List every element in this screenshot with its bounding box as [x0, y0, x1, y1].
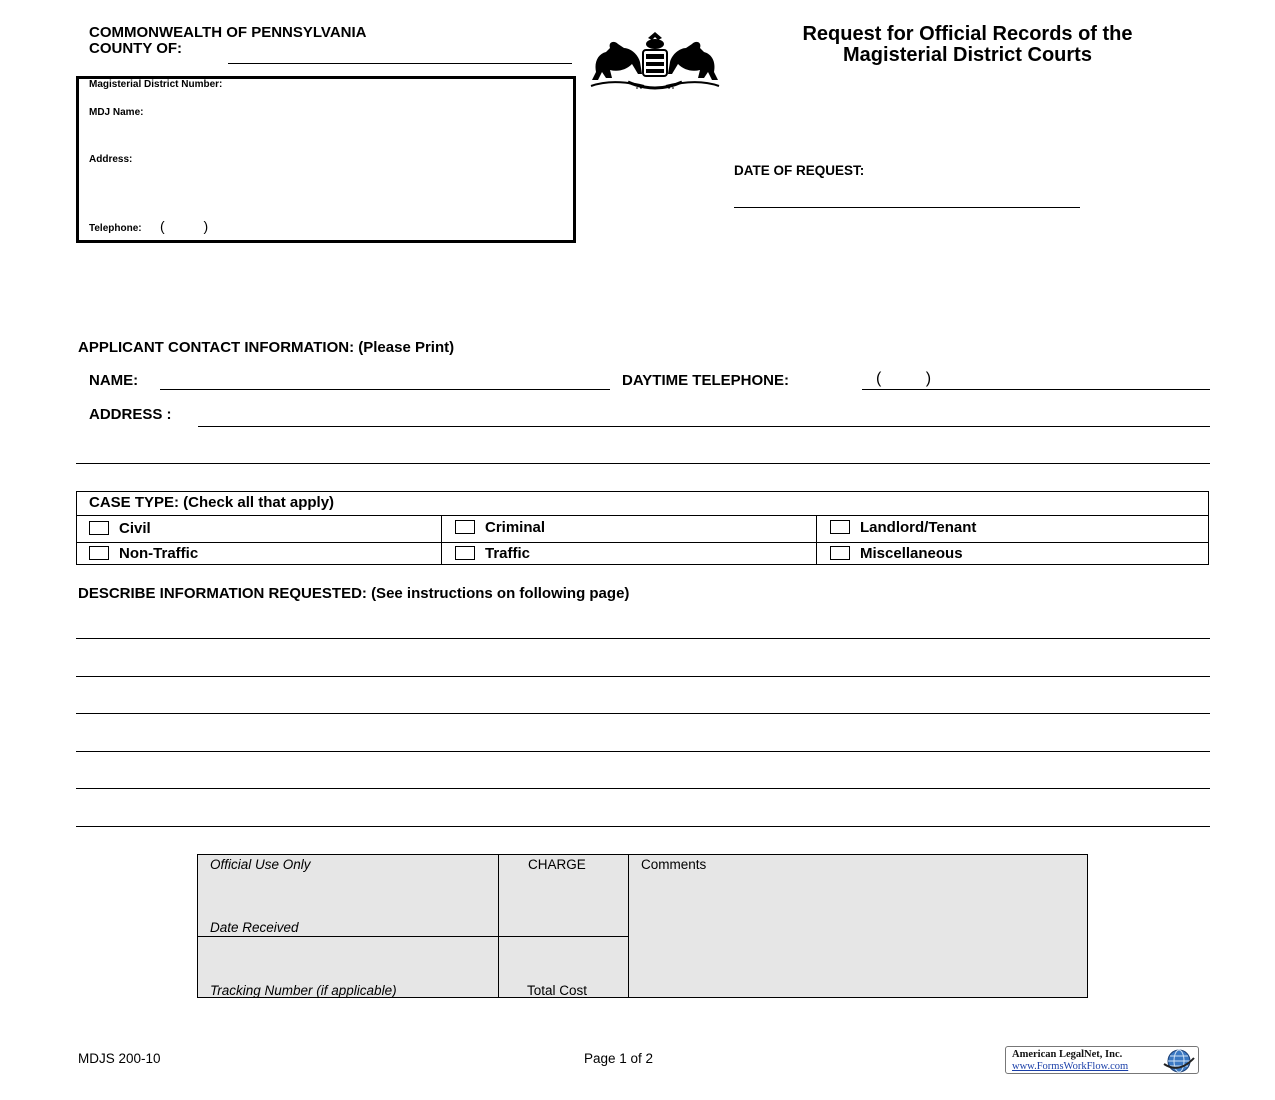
describe-info-title: DESCRIBE INFORMATION REQUESTED: (See instructions on following page) [78, 585, 630, 602]
case-type-col-divider-1 [441, 516, 442, 564]
district-number-label: Magisterial District Number: [89, 79, 223, 90]
globe-icon [1162, 1048, 1196, 1074]
traffic-label: Traffic [485, 545, 531, 562]
form-number: MDJS 200-10 [78, 1051, 161, 1066]
charge-label: CHARGE [528, 857, 586, 872]
address-label: Address: [89, 154, 133, 165]
page-number: Page 1 of 2 [584, 1051, 654, 1066]
criminal-label: Criminal [485, 519, 546, 536]
case-option-traffic[interactable] [455, 545, 530, 562]
logo-url-link[interactable]: www.FormsWorkFlow.com [1012, 1061, 1129, 1072]
case-type-title: CASE TYPE: (Check all that apply) [89, 494, 335, 511]
checkbox-non-traffic[interactable] [89, 546, 109, 560]
applicant-address-label: ADDRESS : [89, 406, 172, 423]
date-of-request-line[interactable] [734, 207, 1080, 208]
checkbox-miscellaneous[interactable] [830, 546, 850, 560]
case-option-miscellaneous[interactable] [830, 545, 963, 562]
case-type-row-divider [77, 542, 1208, 543]
checkbox-civil[interactable] [89, 521, 109, 535]
miscellaneous-label: Miscellaneous [860, 545, 963, 562]
total-cost-label: Total Cost [527, 983, 588, 998]
form-title [735, 24, 1200, 66]
comments-label: Comments [641, 857, 707, 872]
describe-line-2[interactable] [76, 676, 1210, 677]
county-input-line[interactable] [228, 63, 572, 64]
case-option-non-traffic[interactable] [89, 545, 198, 562]
applicant-section-title: APPLICANT CONTACT INFORMATION: (Please Print) [78, 339, 455, 356]
tracking-number-label: Tracking Number (if applicable) [210, 983, 397, 998]
case-option-civil[interactable] [89, 520, 151, 537]
daytime-telephone-line[interactable] [862, 389, 1210, 390]
name-input-line[interactable] [160, 389, 610, 390]
describe-line-4[interactable] [76, 751, 1210, 752]
date-received-label: Date Received [210, 920, 299, 935]
checkbox-landlord-tenant[interactable] [830, 520, 850, 534]
pennsylvania-seal-icon [588, 30, 722, 94]
case-type-header [77, 492, 1208, 516]
case-option-criminal[interactable] [455, 519, 545, 536]
telephone-parens: ( ) [160, 218, 209, 234]
case-type-table [76, 491, 1209, 565]
official-use-only-label: Official Use Only [210, 857, 311, 872]
official-divider-2 [628, 855, 629, 997]
daytime-telephone-parens: ( ) [876, 370, 932, 387]
official-use-box [197, 854, 1088, 998]
describe-line-1[interactable] [76, 638, 1210, 639]
mdj-info-box [76, 76, 576, 243]
checkbox-criminal[interactable] [455, 520, 475, 534]
daytime-telephone-label: DAYTIME TELEPHONE: [622, 372, 789, 389]
date-of-request-label: DATE OF REQUEST: [734, 163, 865, 178]
landlord-tenant-label: Landlord/Tenant [860, 519, 977, 536]
mdj-name-label: MDJ Name: [89, 107, 144, 118]
name-label: NAME: [89, 372, 139, 389]
title-line-1: Request for Official Records of the [802, 23, 1133, 45]
logo-company-name: American LegalNet, Inc. [1012, 1049, 1123, 1060]
describe-line-3[interactable] [76, 713, 1210, 714]
american-legalnet-logo[interactable] [1005, 1046, 1199, 1074]
describe-line-5[interactable] [76, 788, 1210, 789]
checkbox-traffic[interactable] [455, 546, 475, 560]
address-input-line-1[interactable] [198, 426, 1210, 427]
describe-line-6[interactable] [76, 826, 1210, 827]
civil-label: Civil [119, 520, 151, 537]
commonwealth-label: COMMONWEALTH OF PENNSYLVANIA [89, 24, 367, 41]
header-commonwealth [89, 25, 367, 57]
address-input-line-2[interactable] [76, 463, 1210, 464]
telephone-label: Telephone: [89, 223, 142, 234]
official-row-divider [198, 936, 628, 937]
title-line-2: Magisterial District Courts [843, 44, 1092, 66]
non-traffic-label: Non-Traffic [119, 545, 199, 562]
case-type-col-divider-2 [816, 516, 817, 564]
official-divider-1 [498, 855, 499, 997]
county-label: COUNTY OF: [89, 40, 183, 57]
case-option-landlord-tenant[interactable] [830, 519, 976, 536]
